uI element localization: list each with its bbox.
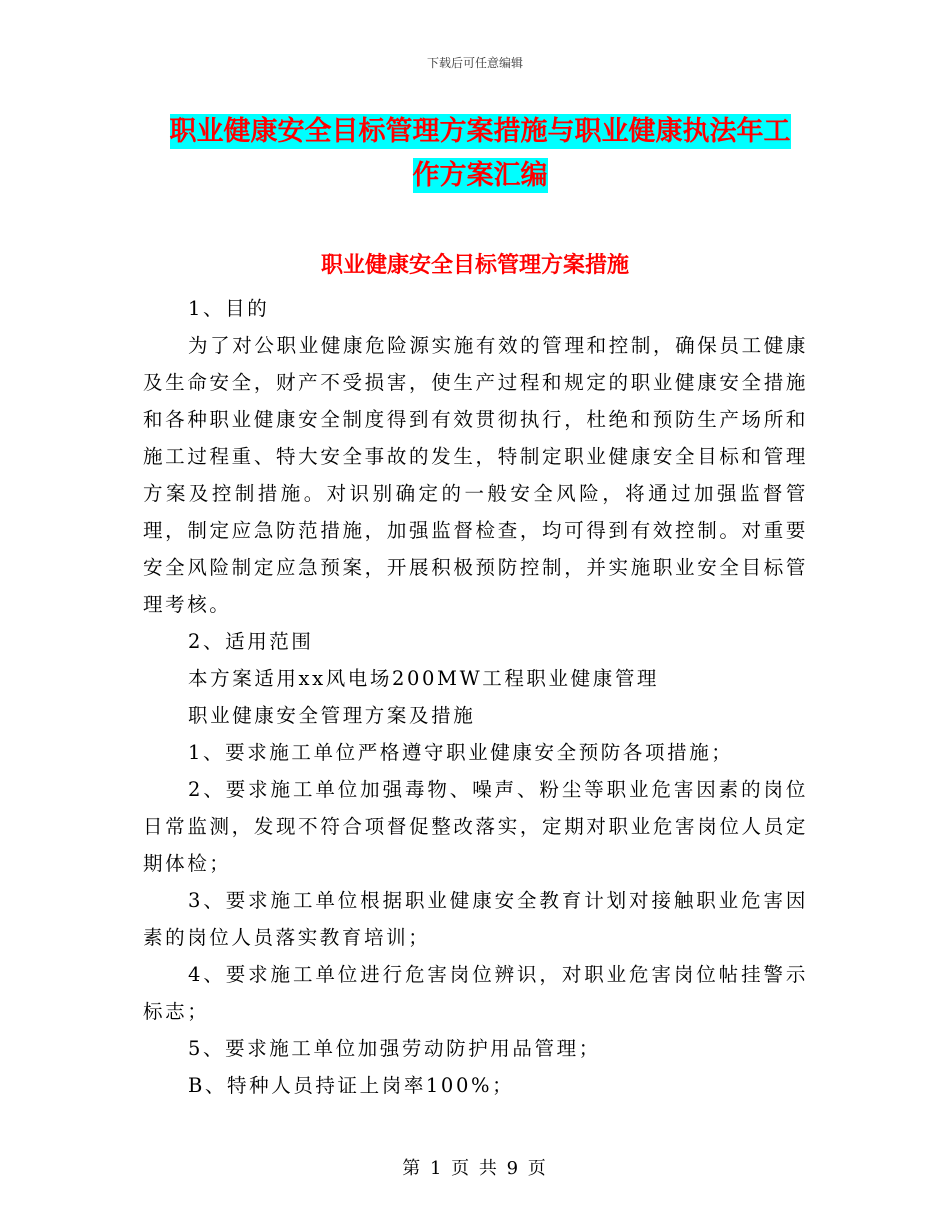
- paragraph: 本方案适用xx风电场200MW工程职业健康管理: [188, 667, 660, 690]
- section-heading: 职业健康安全目标管理方案措施: [320, 253, 629, 278]
- paragraph: 1、要求施工单位严格遵守职业健康安全预防各项措施；: [188, 741, 734, 764]
- document-title: [140, 110, 820, 198]
- document-title-line-2: 作方案汇编: [412, 160, 548, 191]
- document-title-line-1: 职业健康安全目标管理方案措施与职业健康执法年工: [169, 116, 791, 147]
- paragraph: B、特种人员持证上岗率100%；: [188, 1074, 515, 1097]
- paragraph: 4、要求施工单位进行危害岗位辨识，对职业危害岗位帖挂警示标志；: [143, 963, 808, 1023]
- header-note: 下载后可任意编辑: [426, 56, 523, 70]
- page-number-footer: 第 1 页 共 9 页: [402, 1158, 548, 1179]
- paragraph: 1、目的: [188, 297, 270, 320]
- paragraph: 2、适用范围: [188, 630, 314, 653]
- document-body: [143, 290, 808, 1104]
- paragraph: 3、要求施工单位根据职业健康安全教育计划对接触职业危害因素的岗位人员落实教育培训；: [143, 889, 808, 949]
- paragraph: 5、要求施工单位加强劳动防护用品管理；: [188, 1037, 601, 1060]
- paragraph: 2、要求施工单位加强毒物、噪声、粉尘等职业危害因素的岗位日常监测，发现不符合项督促整改落实，定期对职业危害岗位人员定期体检；: [143, 778, 808, 875]
- paragraph: 为了对公职业健康危险源实施有效的管理和控制，确保员工健康及生命安全，财产不受损害，使生产过程和规定的职业健康安全措施和各种职业健康安全制度得到有效贯彻执行，杜绝和预防生产场所和施工过程重、特大安全事故的发生，特制定职业健康安全目标和管理方案及控制措施。对识别确定的一般安全风险，将通过加强监督管理，制定应急防范措施，加强监督检查，均可得到有效控制。对重要安全风险制定应急预案，开展积极预防控制，并实施职业安全目标管理考核。: [143, 334, 808, 616]
- paragraph: 职业健康安全管理方案及措施: [188, 704, 476, 727]
